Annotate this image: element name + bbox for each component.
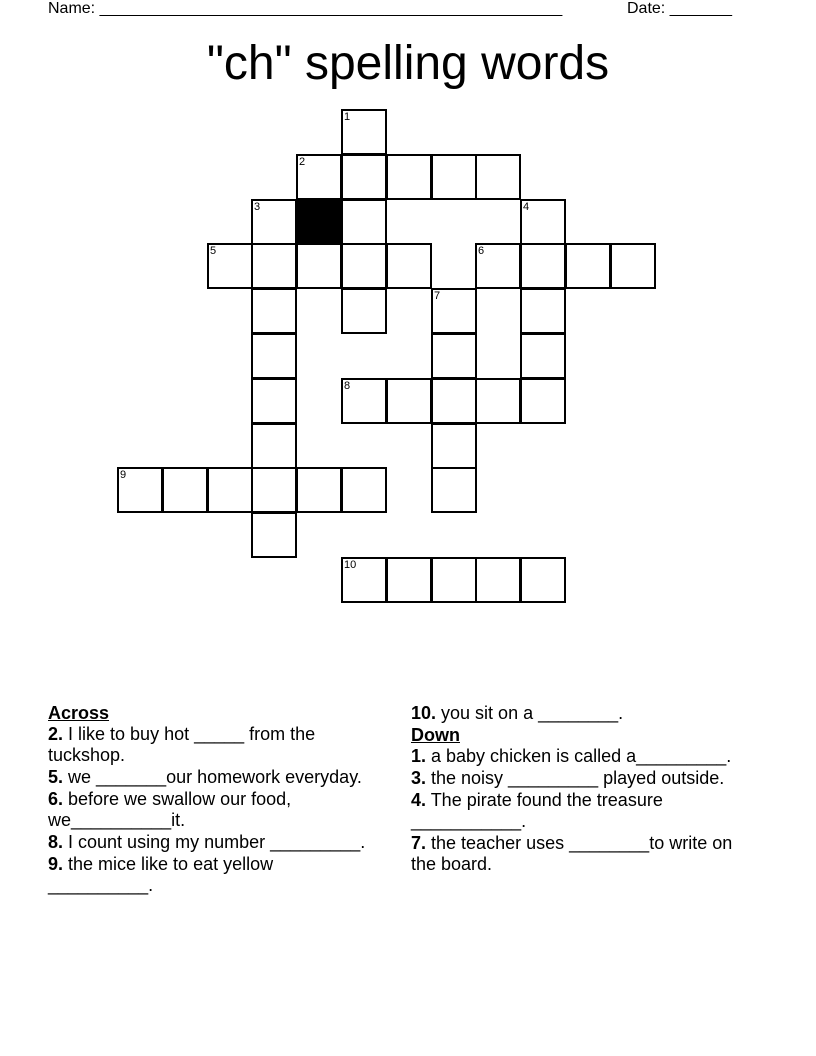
blocked-cell bbox=[296, 199, 342, 245]
crossword-cell[interactable] bbox=[520, 378, 566, 424]
crossword-cell[interactable] bbox=[251, 288, 297, 334]
crossword-cell[interactable] bbox=[475, 243, 521, 289]
crossword-cell[interactable] bbox=[475, 557, 521, 603]
crossword-cell[interactable] bbox=[117, 467, 163, 513]
crossword-cell[interactable] bbox=[341, 109, 387, 155]
name-field[interactable]: Name: ____________________________________________________ bbox=[48, 0, 563, 17]
crossword-cell[interactable] bbox=[475, 378, 521, 424]
crossword-cell[interactable] bbox=[386, 154, 432, 200]
cell-number: 8 bbox=[344, 380, 351, 392]
across-clue-8 bbox=[48, 832, 373, 853]
crossword-cell[interactable] bbox=[520, 199, 566, 245]
crossword-cell[interactable] bbox=[475, 154, 521, 200]
down-heading: Down bbox=[411, 725, 460, 745]
crossword-cell[interactable] bbox=[520, 288, 566, 334]
crossword-cell[interactable] bbox=[251, 512, 297, 558]
clue-text: The pirate found the treasure ___________. bbox=[411, 790, 663, 831]
clues-column-left bbox=[48, 703, 373, 897]
clue-number: 4. bbox=[411, 790, 427, 810]
clue-text: we _______our homework everyday. bbox=[63, 767, 362, 787]
crossword-cell[interactable] bbox=[431, 154, 477, 200]
across-heading: Across bbox=[48, 703, 110, 723]
across-clue-9 bbox=[48, 854, 373, 896]
across-clue-5 bbox=[48, 767, 373, 788]
cell-number: 1 bbox=[344, 111, 351, 123]
clue-number: 7. bbox=[411, 833, 427, 853]
down-clue-3 bbox=[411, 768, 741, 789]
crossword-cell[interactable] bbox=[520, 557, 566, 603]
crossword-cell[interactable] bbox=[386, 378, 432, 424]
clue-number: 2. bbox=[48, 724, 64, 744]
crossword-cell[interactable] bbox=[341, 288, 387, 334]
date-field[interactable]: Date: _______ bbox=[627, 0, 732, 17]
crossword-cell[interactable] bbox=[565, 243, 611, 289]
crossword-cell[interactable] bbox=[431, 423, 477, 469]
cell-number: 7 bbox=[434, 290, 441, 302]
clue-text: I like to buy hot _____ from the tuckshop. bbox=[48, 724, 316, 765]
crossword-cell[interactable] bbox=[341, 199, 387, 245]
crossword-cell[interactable] bbox=[431, 288, 477, 334]
clues-column-right bbox=[411, 703, 741, 876]
clue-text: before we swallow our food, we__________it. bbox=[48, 789, 292, 830]
crossword-cell[interactable] bbox=[341, 557, 387, 603]
across-clue-10 bbox=[411, 703, 741, 724]
across-clue-2 bbox=[48, 724, 373, 766]
clue-number: 10. bbox=[411, 703, 437, 723]
clue-text: you sit on a ________. bbox=[436, 703, 624, 723]
crossword-cell[interactable] bbox=[386, 243, 432, 289]
clue-text: a baby chicken is called a_________. bbox=[426, 746, 732, 766]
cell-number: 4 bbox=[523, 201, 530, 213]
crossword-cell[interactable] bbox=[207, 467, 253, 513]
down-clue-1 bbox=[411, 746, 741, 767]
clue-text: the teacher uses ________to write on the board. bbox=[411, 833, 733, 874]
crossword-cell[interactable] bbox=[251, 423, 297, 469]
down-clue-7 bbox=[411, 833, 741, 875]
across-clue-6 bbox=[48, 789, 373, 831]
crossword-cell[interactable] bbox=[341, 467, 387, 513]
crossword-cell[interactable] bbox=[296, 243, 342, 289]
clue-text: I count using my number _________. bbox=[63, 832, 366, 852]
cell-number: 10 bbox=[344, 559, 357, 571]
crossword-cell[interactable] bbox=[162, 467, 208, 513]
crossword-cell[interactable] bbox=[520, 333, 566, 379]
crossword-cell[interactable] bbox=[341, 378, 387, 424]
crossword-cell[interactable] bbox=[431, 467, 477, 513]
clue-text: the mice like to eat yellow __________. bbox=[48, 854, 274, 895]
cell-number: 5 bbox=[210, 245, 217, 257]
clue-text: the noisy _________ played outside. bbox=[426, 768, 725, 788]
cell-number: 9 bbox=[120, 469, 127, 481]
crossword-cell[interactable] bbox=[520, 243, 566, 289]
cell-number: 6 bbox=[478, 245, 485, 257]
crossword-cell[interactable] bbox=[251, 467, 297, 513]
crossword-cell[interactable] bbox=[251, 333, 297, 379]
crossword-cell[interactable] bbox=[251, 378, 297, 424]
crossword-cell[interactable] bbox=[251, 243, 297, 289]
clue-number: 1. bbox=[411, 746, 427, 766]
down-clue-4 bbox=[411, 790, 741, 832]
cell-number: 2 bbox=[299, 156, 306, 168]
crossword-cell[interactable] bbox=[431, 333, 477, 379]
crossword-cell[interactable] bbox=[296, 467, 342, 513]
crossword-cell[interactable] bbox=[431, 557, 477, 603]
crossword-cell[interactable] bbox=[296, 154, 342, 200]
crossword-cell[interactable] bbox=[341, 243, 387, 289]
cell-number: 3 bbox=[254, 201, 261, 213]
crossword-cell[interactable] bbox=[251, 199, 297, 245]
crossword-cell[interactable] bbox=[207, 243, 253, 289]
clue-number: 9. bbox=[48, 854, 64, 874]
page-title: "ch" spelling words bbox=[206, 37, 610, 90]
crossword-cell[interactable] bbox=[610, 243, 656, 289]
clue-number: 8. bbox=[48, 832, 64, 852]
crossword-cell[interactable] bbox=[431, 378, 477, 424]
clue-number: 6. bbox=[48, 789, 64, 809]
clue-number: 3. bbox=[411, 768, 427, 788]
clue-number: 5. bbox=[48, 767, 64, 787]
crossword-cell[interactable] bbox=[341, 154, 387, 200]
crossword-cell[interactable] bbox=[386, 557, 432, 603]
